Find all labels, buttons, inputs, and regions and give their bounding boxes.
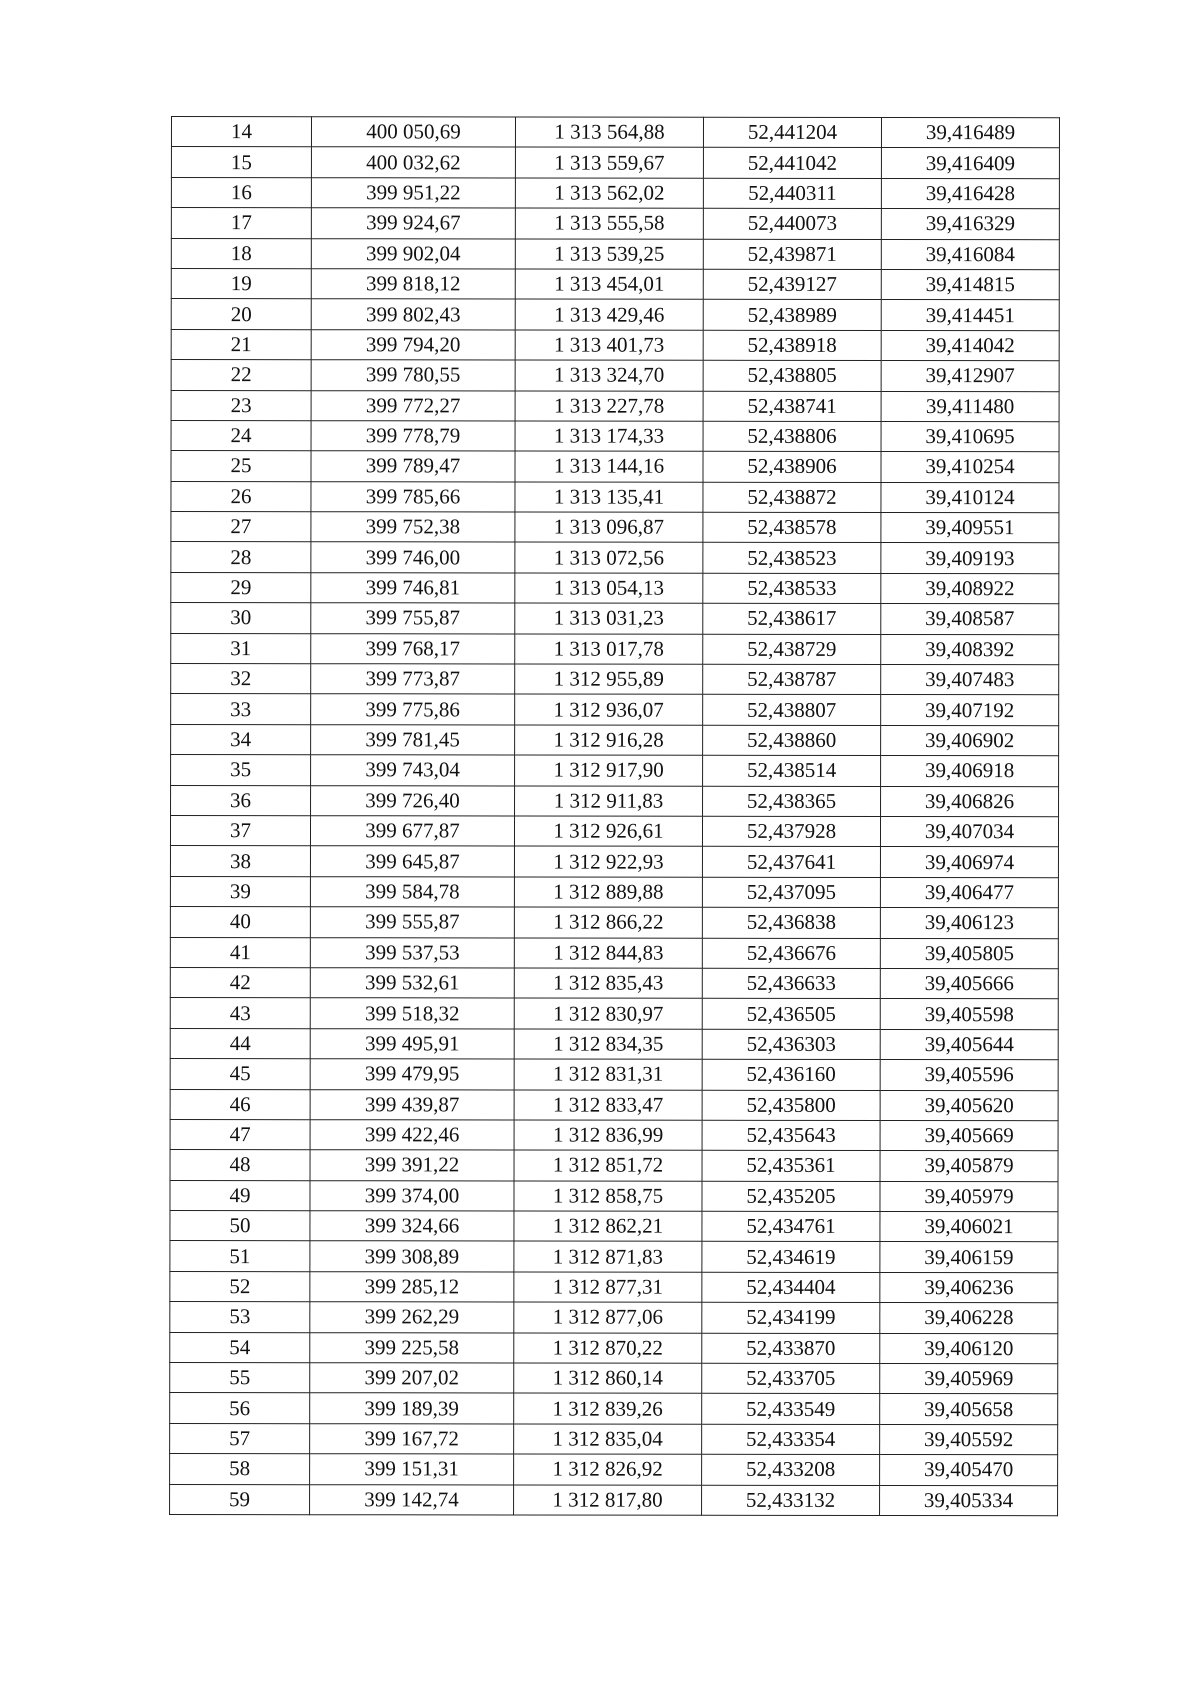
x-coordinate-cell: 399 189,39 bbox=[310, 1393, 514, 1424]
y-coordinate-cell: 1 313 072,56 bbox=[515, 542, 703, 573]
table-row bbox=[170, 1423, 1058, 1455]
point-number-cell: 22 bbox=[171, 360, 311, 391]
x-coordinate-cell: 399 802,43 bbox=[311, 299, 515, 330]
point-number-cell: 20 bbox=[171, 299, 311, 330]
longitude-cell: 39,405470 bbox=[880, 1455, 1058, 1486]
table-row bbox=[170, 1363, 1058, 1395]
x-coordinate-cell: 400 032,62 bbox=[311, 147, 515, 178]
latitude-cell: 52,438806 bbox=[703, 421, 881, 452]
longitude-cell: 39,406477 bbox=[880, 877, 1058, 908]
table-row bbox=[170, 1059, 1058, 1091]
point-number-cell: 43 bbox=[170, 998, 310, 1029]
x-coordinate-cell: 399 324,66 bbox=[310, 1211, 514, 1242]
point-number-cell: 36 bbox=[171, 785, 311, 816]
x-coordinate-cell: 399 773,87 bbox=[311, 664, 515, 695]
y-coordinate-cell: 1 312 889,88 bbox=[514, 877, 702, 908]
y-coordinate-cell: 1 312 866,22 bbox=[514, 907, 702, 938]
point-number-cell: 21 bbox=[171, 329, 311, 360]
point-number-cell: 48 bbox=[170, 1150, 310, 1181]
y-coordinate-cell: 1 312 936,07 bbox=[515, 694, 703, 725]
longitude-cell: 39,416329 bbox=[881, 209, 1059, 240]
table-row bbox=[171, 177, 1059, 209]
y-coordinate-cell: 1 313 096,87 bbox=[515, 512, 703, 543]
x-coordinate-cell: 399 308,89 bbox=[310, 1241, 514, 1272]
latitude-cell: 52,436633 bbox=[702, 968, 880, 999]
longitude-cell: 39,405644 bbox=[880, 1029, 1058, 1060]
point-number-cell: 56 bbox=[170, 1393, 310, 1424]
table-row bbox=[171, 117, 1059, 149]
x-coordinate-cell: 399 746,81 bbox=[311, 573, 515, 604]
table-row bbox=[170, 876, 1058, 908]
longitude-cell: 39,414815 bbox=[881, 269, 1059, 300]
y-coordinate-cell: 1 312 860,14 bbox=[514, 1363, 702, 1394]
latitude-cell: 52,439871 bbox=[703, 239, 881, 270]
latitude-cell: 52,438787 bbox=[703, 664, 881, 695]
table-row bbox=[170, 967, 1058, 999]
latitude-cell: 52,438365 bbox=[703, 786, 881, 817]
y-coordinate-cell: 1 312 871,83 bbox=[514, 1241, 702, 1272]
table-row bbox=[170, 846, 1058, 878]
longitude-cell: 39,408922 bbox=[881, 573, 1059, 604]
latitude-cell: 52,439127 bbox=[703, 269, 881, 300]
table-row bbox=[171, 572, 1059, 604]
table-row bbox=[170, 937, 1058, 969]
x-coordinate-cell: 399 391,22 bbox=[310, 1150, 514, 1181]
latitude-cell: 52,436838 bbox=[702, 907, 880, 938]
y-coordinate-cell: 1 313 559,67 bbox=[515, 147, 703, 178]
latitude-cell: 52,436303 bbox=[702, 1029, 880, 1060]
x-coordinate-cell: 399 422,46 bbox=[310, 1120, 514, 1151]
table-row bbox=[171, 603, 1059, 635]
longitude-cell: 39,406826 bbox=[881, 786, 1059, 817]
longitude-cell: 39,406902 bbox=[881, 725, 1059, 756]
point-number-cell: 27 bbox=[171, 512, 311, 543]
table-row bbox=[170, 1089, 1058, 1121]
point-number-cell: 15 bbox=[171, 147, 311, 178]
point-number-cell: 28 bbox=[171, 542, 311, 573]
x-coordinate-cell: 399 794,20 bbox=[311, 329, 515, 360]
table-row bbox=[171, 208, 1059, 240]
y-coordinate-cell: 1 312 826,92 bbox=[514, 1454, 702, 1485]
table-row bbox=[171, 268, 1059, 300]
x-coordinate-cell: 399 726,40 bbox=[311, 785, 515, 816]
table-row bbox=[170, 1484, 1058, 1516]
point-number-cell: 40 bbox=[170, 907, 310, 938]
x-coordinate-cell: 399 780,55 bbox=[311, 360, 515, 391]
table-row bbox=[170, 1454, 1058, 1486]
x-coordinate-cell: 399 532,61 bbox=[310, 968, 514, 999]
table-row bbox=[171, 147, 1059, 179]
table-row bbox=[171, 785, 1059, 817]
y-coordinate-cell: 1 312 836,99 bbox=[514, 1120, 702, 1151]
y-coordinate-cell: 1 312 858,75 bbox=[514, 1181, 702, 1212]
table-row bbox=[170, 1028, 1058, 1060]
latitude-cell: 52,433705 bbox=[702, 1363, 880, 1394]
longitude-cell: 39,406159 bbox=[880, 1242, 1058, 1273]
point-number-cell: 34 bbox=[171, 724, 311, 755]
point-number-cell: 49 bbox=[170, 1180, 310, 1211]
x-coordinate-cell: 399 518,32 bbox=[310, 998, 514, 1029]
x-coordinate-cell: 399 495,91 bbox=[310, 1028, 514, 1059]
point-number-cell: 32 bbox=[171, 664, 311, 695]
y-coordinate-cell: 1 313 135,41 bbox=[515, 482, 703, 513]
y-coordinate-cell: 1 313 429,46 bbox=[515, 299, 703, 330]
y-coordinate-cell: 1 312 835,04 bbox=[514, 1424, 702, 1455]
latitude-cell: 52,435361 bbox=[702, 1151, 880, 1182]
longitude-cell: 39,405592 bbox=[880, 1424, 1058, 1455]
point-number-cell: 25 bbox=[171, 451, 311, 482]
point-number-cell: 18 bbox=[171, 238, 311, 269]
y-coordinate-cell: 1 313 017,78 bbox=[515, 634, 703, 665]
x-coordinate-cell: 399 755,87 bbox=[311, 603, 515, 634]
y-coordinate-cell: 1 312 911,83 bbox=[515, 786, 703, 817]
coordinates-table bbox=[169, 116, 1060, 1516]
longitude-cell: 39,406236 bbox=[880, 1272, 1058, 1303]
y-coordinate-cell: 1 312 862,21 bbox=[514, 1211, 702, 1242]
x-coordinate-cell: 399 151,31 bbox=[310, 1454, 514, 1485]
y-coordinate-cell: 1 313 454,01 bbox=[515, 269, 703, 300]
point-number-cell: 55 bbox=[170, 1363, 310, 1394]
y-coordinate-cell: 1 313 031,23 bbox=[515, 603, 703, 634]
y-coordinate-cell: 1 313 054,13 bbox=[515, 573, 703, 604]
table-row bbox=[170, 1211, 1058, 1243]
x-coordinate-cell: 399 789,47 bbox=[311, 451, 515, 482]
latitude-cell: 52,434199 bbox=[702, 1302, 880, 1333]
latitude-cell: 52,438729 bbox=[703, 634, 881, 665]
y-coordinate-cell: 1 312 839,26 bbox=[514, 1393, 702, 1424]
table-row bbox=[170, 1393, 1058, 1425]
x-coordinate-cell: 399 207,02 bbox=[310, 1363, 514, 1394]
table-row bbox=[171, 420, 1059, 452]
longitude-cell: 39,408587 bbox=[881, 604, 1059, 635]
latitude-cell: 52,438805 bbox=[703, 360, 881, 391]
longitude-cell: 39,406228 bbox=[880, 1303, 1058, 1334]
latitude-cell: 52,435643 bbox=[702, 1120, 880, 1151]
y-coordinate-cell: 1 312 851,72 bbox=[514, 1150, 702, 1181]
y-coordinate-cell: 1 312 817,80 bbox=[514, 1485, 702, 1516]
point-number-cell: 42 bbox=[170, 967, 310, 998]
latitude-cell: 52,436676 bbox=[702, 938, 880, 969]
y-coordinate-cell: 1 312 831,31 bbox=[514, 1059, 702, 1090]
latitude-cell: 52,438533 bbox=[703, 573, 881, 604]
longitude-cell: 39,414451 bbox=[881, 300, 1059, 331]
x-coordinate-cell: 399 225,58 bbox=[310, 1332, 514, 1363]
longitude-cell: 39,405666 bbox=[880, 968, 1058, 999]
longitude-cell: 39,405596 bbox=[880, 1060, 1058, 1091]
y-coordinate-cell: 1 313 174,33 bbox=[515, 421, 703, 452]
y-coordinate-cell: 1 312 834,35 bbox=[514, 1029, 702, 1060]
y-coordinate-cell: 1 313 555,58 bbox=[515, 208, 703, 239]
y-coordinate-cell: 1 312 833,47 bbox=[514, 1089, 702, 1120]
longitude-cell: 39,406918 bbox=[881, 756, 1059, 787]
x-coordinate-cell: 399 743,04 bbox=[311, 755, 515, 786]
x-coordinate-cell: 399 262,29 bbox=[310, 1302, 514, 1333]
x-coordinate-cell: 399 677,87 bbox=[310, 816, 514, 847]
latitude-cell: 52,440311 bbox=[703, 178, 881, 209]
longitude-cell: 39,405669 bbox=[880, 1120, 1058, 1151]
longitude-cell: 39,416084 bbox=[881, 239, 1059, 270]
table-row bbox=[171, 451, 1059, 483]
point-number-cell: 31 bbox=[171, 633, 311, 664]
table-row bbox=[170, 1302, 1058, 1334]
latitude-cell: 52,433132 bbox=[702, 1485, 880, 1516]
x-coordinate-cell: 399 167,72 bbox=[310, 1423, 514, 1454]
table-row bbox=[171, 633, 1059, 665]
table-row bbox=[171, 390, 1059, 422]
table-row bbox=[171, 512, 1059, 544]
table-row bbox=[171, 755, 1059, 787]
latitude-cell: 52,438523 bbox=[703, 543, 881, 574]
x-coordinate-cell: 399 479,95 bbox=[310, 1059, 514, 1090]
y-coordinate-cell: 1 312 877,31 bbox=[514, 1272, 702, 1303]
table-row bbox=[171, 238, 1059, 270]
y-coordinate-cell: 1 312 917,90 bbox=[515, 755, 703, 786]
longitude-cell: 39,405598 bbox=[880, 999, 1058, 1030]
longitude-cell: 39,414042 bbox=[881, 330, 1059, 361]
x-coordinate-cell: 399 781,45 bbox=[311, 725, 515, 756]
table-row bbox=[171, 329, 1059, 361]
latitude-cell: 52,438872 bbox=[703, 482, 881, 513]
point-number-cell: 47 bbox=[170, 1119, 310, 1150]
longitude-cell: 39,407483 bbox=[881, 665, 1059, 696]
y-coordinate-cell: 1 312 877,06 bbox=[514, 1302, 702, 1333]
table-row bbox=[171, 664, 1059, 696]
table-row bbox=[171, 694, 1059, 726]
document-page bbox=[169, 116, 1059, 1516]
x-coordinate-cell: 399 584,78 bbox=[310, 876, 514, 907]
point-number-cell: 45 bbox=[170, 1059, 310, 1090]
latitude-cell: 52,437641 bbox=[702, 847, 880, 878]
x-coordinate-cell: 399 778,79 bbox=[311, 421, 515, 452]
point-number-cell: 33 bbox=[171, 694, 311, 725]
latitude-cell: 52,435205 bbox=[702, 1181, 880, 1212]
y-coordinate-cell: 1 313 562,02 bbox=[515, 178, 703, 209]
table-row bbox=[171, 360, 1059, 392]
coordinates-table-body bbox=[170, 117, 1060, 1516]
table-row bbox=[170, 1241, 1058, 1273]
latitude-cell: 52,438617 bbox=[703, 603, 881, 634]
y-coordinate-cell: 1 312 870,22 bbox=[514, 1333, 702, 1364]
point-number-cell: 46 bbox=[170, 1089, 310, 1120]
point-number-cell: 24 bbox=[171, 420, 311, 451]
point-number-cell: 35 bbox=[171, 755, 311, 786]
y-coordinate-cell: 1 312 916,28 bbox=[515, 725, 703, 756]
latitude-cell: 52,436505 bbox=[702, 999, 880, 1030]
latitude-cell: 52,433549 bbox=[702, 1394, 880, 1425]
table-row bbox=[170, 1332, 1058, 1364]
table-row bbox=[171, 481, 1059, 513]
x-coordinate-cell: 399 785,66 bbox=[311, 481, 515, 512]
longitude-cell: 39,405979 bbox=[880, 1181, 1058, 1212]
longitude-cell: 39,410124 bbox=[881, 482, 1059, 513]
latitude-cell: 52,437928 bbox=[702, 816, 880, 847]
table-row bbox=[170, 907, 1058, 939]
latitude-cell: 52,438860 bbox=[703, 725, 881, 756]
longitude-cell: 39,408392 bbox=[881, 634, 1059, 665]
point-number-cell: 44 bbox=[170, 1028, 310, 1059]
latitude-cell: 52,438989 bbox=[703, 300, 881, 331]
longitude-cell: 39,406123 bbox=[880, 908, 1058, 939]
latitude-cell: 52,433354 bbox=[702, 1424, 880, 1455]
x-coordinate-cell: 399 924,67 bbox=[311, 208, 515, 239]
latitude-cell: 52,436160 bbox=[702, 1059, 880, 1090]
x-coordinate-cell: 399 951,22 bbox=[311, 177, 515, 208]
longitude-cell: 39,410254 bbox=[881, 452, 1059, 483]
longitude-cell: 39,412907 bbox=[881, 361, 1059, 392]
longitude-cell: 39,410695 bbox=[881, 421, 1059, 452]
latitude-cell: 52,434404 bbox=[702, 1272, 880, 1303]
table-row bbox=[170, 998, 1058, 1030]
latitude-cell: 52,437095 bbox=[702, 877, 880, 908]
latitude-cell: 52,438741 bbox=[703, 391, 881, 422]
x-coordinate-cell: 399 818,12 bbox=[311, 269, 515, 300]
point-number-cell: 54 bbox=[170, 1332, 310, 1363]
longitude-cell: 39,407192 bbox=[881, 695, 1059, 726]
table-row bbox=[171, 724, 1059, 756]
y-coordinate-cell: 1 313 539,25 bbox=[515, 239, 703, 270]
longitude-cell: 39,405334 bbox=[880, 1485, 1058, 1516]
x-coordinate-cell: 399 374,00 bbox=[310, 1180, 514, 1211]
x-coordinate-cell: 399 752,38 bbox=[311, 512, 515, 543]
longitude-cell: 39,406021 bbox=[880, 1212, 1058, 1243]
y-coordinate-cell: 1 313 401,73 bbox=[515, 330, 703, 361]
x-coordinate-cell: 399 142,74 bbox=[310, 1484, 514, 1515]
point-number-cell: 57 bbox=[170, 1423, 310, 1454]
longitude-cell: 39,411480 bbox=[881, 391, 1059, 422]
latitude-cell: 52,440073 bbox=[703, 208, 881, 239]
y-coordinate-cell: 1 312 830,97 bbox=[514, 998, 702, 1029]
latitude-cell: 52,438807 bbox=[703, 695, 881, 726]
y-coordinate-cell: 1 312 844,83 bbox=[514, 938, 702, 969]
longitude-cell: 39,409551 bbox=[881, 513, 1059, 544]
longitude-cell: 39,416409 bbox=[881, 148, 1059, 179]
point-number-cell: 51 bbox=[170, 1241, 310, 1272]
x-coordinate-cell: 399 772,27 bbox=[311, 390, 515, 421]
x-coordinate-cell: 399 775,86 bbox=[311, 694, 515, 725]
latitude-cell: 52,433870 bbox=[702, 1333, 880, 1364]
table-row bbox=[170, 815, 1058, 847]
point-number-cell: 41 bbox=[170, 937, 310, 968]
latitude-cell: 52,441204 bbox=[703, 117, 881, 148]
point-number-cell: 23 bbox=[171, 390, 311, 421]
longitude-cell: 39,405805 bbox=[880, 938, 1058, 969]
longitude-cell: 39,405879 bbox=[880, 1151, 1058, 1182]
latitude-cell: 52,438918 bbox=[703, 330, 881, 361]
x-coordinate-cell: 399 555,87 bbox=[310, 907, 514, 938]
y-coordinate-cell: 1 312 835,43 bbox=[514, 968, 702, 999]
y-coordinate-cell: 1 313 564,88 bbox=[515, 117, 703, 148]
point-number-cell: 30 bbox=[171, 603, 311, 634]
y-coordinate-cell: 1 312 926,61 bbox=[514, 816, 702, 847]
x-coordinate-cell: 399 746,00 bbox=[311, 542, 515, 573]
point-number-cell: 29 bbox=[171, 572, 311, 603]
point-number-cell: 16 bbox=[171, 177, 311, 208]
y-coordinate-cell: 1 313 144,16 bbox=[515, 451, 703, 482]
longitude-cell: 39,407034 bbox=[880, 816, 1058, 847]
point-number-cell: 50 bbox=[170, 1211, 310, 1242]
longitude-cell: 39,406120 bbox=[880, 1333, 1058, 1364]
x-coordinate-cell: 399 645,87 bbox=[310, 846, 514, 877]
table-row bbox=[171, 299, 1059, 331]
latitude-cell: 52,434761 bbox=[702, 1211, 880, 1242]
x-coordinate-cell: 399 902,04 bbox=[311, 238, 515, 269]
y-coordinate-cell: 1 313 227,78 bbox=[515, 390, 703, 421]
y-coordinate-cell: 1 312 922,93 bbox=[514, 846, 702, 877]
latitude-cell: 52,438578 bbox=[703, 512, 881, 543]
x-coordinate-cell: 399 285,12 bbox=[310, 1272, 514, 1303]
point-number-cell: 59 bbox=[170, 1484, 310, 1515]
point-number-cell: 19 bbox=[171, 268, 311, 299]
x-coordinate-cell: 400 050,69 bbox=[311, 117, 515, 148]
longitude-cell: 39,406974 bbox=[880, 847, 1058, 878]
longitude-cell: 39,405969 bbox=[880, 1364, 1058, 1395]
point-number-cell: 58 bbox=[170, 1454, 310, 1485]
x-coordinate-cell: 399 768,17 bbox=[311, 633, 515, 664]
x-coordinate-cell: 399 537,53 bbox=[310, 937, 514, 968]
longitude-cell: 39,409193 bbox=[881, 543, 1059, 574]
longitude-cell: 39,416428 bbox=[881, 178, 1059, 209]
latitude-cell: 52,438906 bbox=[703, 452, 881, 483]
point-number-cell: 39 bbox=[170, 876, 310, 907]
point-number-cell: 53 bbox=[170, 1302, 310, 1333]
y-coordinate-cell: 1 312 955,89 bbox=[515, 664, 703, 695]
latitude-cell: 52,434619 bbox=[702, 1242, 880, 1273]
x-coordinate-cell: 399 439,87 bbox=[310, 1089, 514, 1120]
point-number-cell: 37 bbox=[170, 815, 310, 846]
latitude-cell: 52,435800 bbox=[702, 1090, 880, 1121]
latitude-cell: 52,433208 bbox=[702, 1454, 880, 1485]
table-row bbox=[170, 1119, 1058, 1151]
longitude-cell: 39,416489 bbox=[881, 117, 1059, 148]
point-number-cell: 17 bbox=[171, 208, 311, 239]
point-number-cell: 38 bbox=[170, 846, 310, 877]
y-coordinate-cell: 1 313 324,70 bbox=[515, 360, 703, 391]
latitude-cell: 52,438514 bbox=[703, 755, 881, 786]
longitude-cell: 39,405620 bbox=[880, 1090, 1058, 1121]
table-row bbox=[171, 542, 1059, 574]
longitude-cell: 39,405658 bbox=[880, 1394, 1058, 1425]
table-row bbox=[170, 1180, 1058, 1212]
point-number-cell: 14 bbox=[171, 117, 311, 148]
point-number-cell: 26 bbox=[171, 481, 311, 512]
point-number-cell: 52 bbox=[170, 1271, 310, 1302]
table-row bbox=[170, 1150, 1058, 1182]
latitude-cell: 52,441042 bbox=[703, 148, 881, 179]
table-row bbox=[170, 1271, 1058, 1303]
